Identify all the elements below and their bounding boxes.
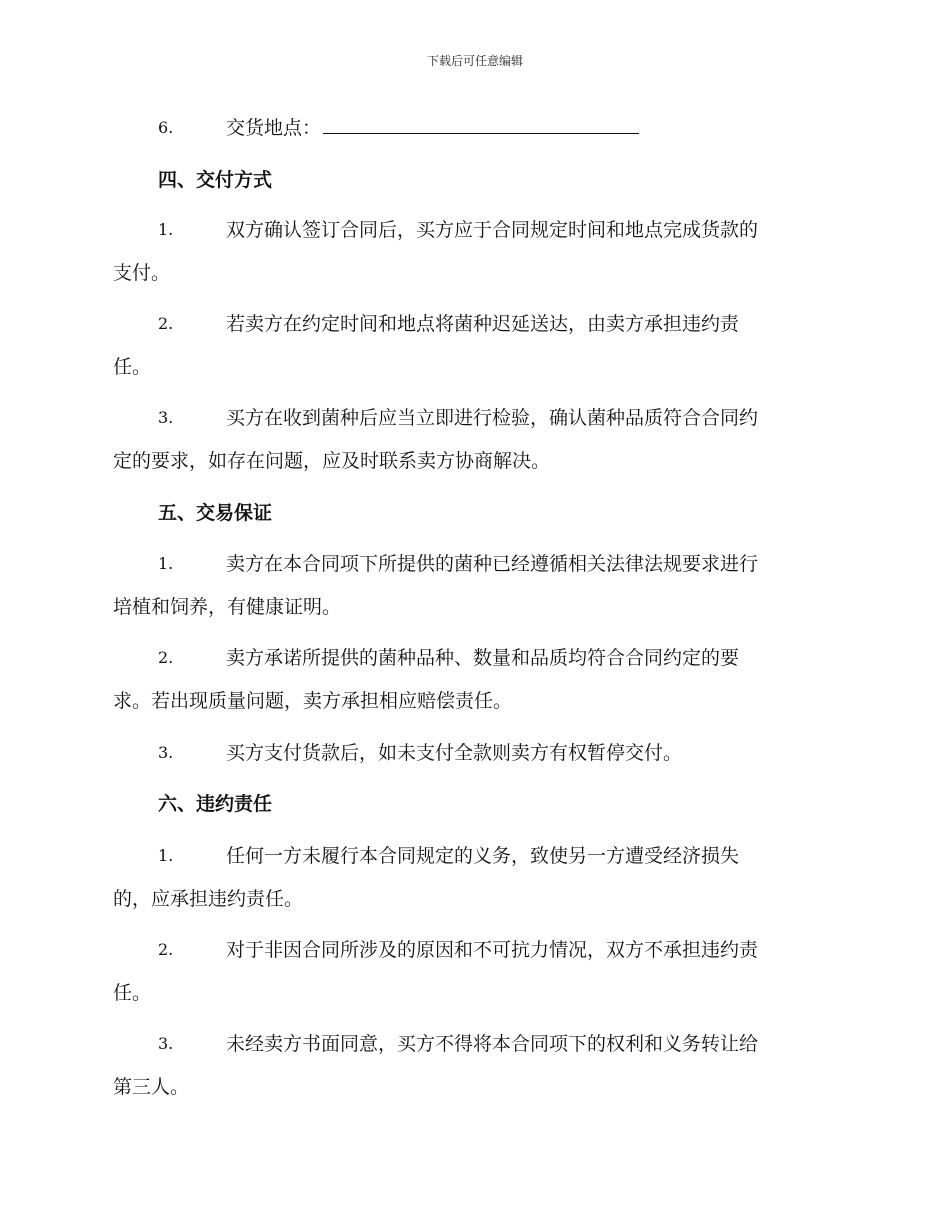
section-4-item-2-line2: 任。 xyxy=(113,356,152,378)
item-text: 任何一方未履行本合同规定的义务，致使另一方遭受经济损失 xyxy=(226,845,740,867)
item-text: 若卖方在约定时间和地点将菌种迟延送达，由卖方承担违约责 xyxy=(226,313,740,335)
item-number: 3. xyxy=(158,1034,174,1053)
item-text: 卖方在本合同项下所提供的菌种已经遵循相关法律法规要求进行 xyxy=(226,553,759,575)
delivery-place-blank xyxy=(323,115,639,134)
section-6-item-3-line2: 第三人。 xyxy=(113,1076,190,1098)
item-number: 2. xyxy=(158,648,174,667)
delivery-place-label-text: 交货地点： xyxy=(226,117,322,139)
item-number: 2. xyxy=(158,314,174,333)
page-header: 下载后可任意编辑 xyxy=(426,54,523,68)
section-heading-6: 六、违约责任 xyxy=(158,793,273,815)
item-number: 1. xyxy=(158,846,174,865)
delivery-place-label xyxy=(226,115,639,141)
item-number: 1. xyxy=(158,554,174,573)
item-text: 买方支付货款后，如未支付全款则卖方有权暂停交付。 xyxy=(226,742,683,764)
item-text: 对于非因合同所涉及的原因和不可抗力情况，双方不承担违约责 xyxy=(226,939,759,961)
item-number: 3. xyxy=(158,408,174,427)
section-5-item-1-line2: 培植和饲养，有健康证明。 xyxy=(113,596,342,618)
section-4-item-3-line2: 定的要求，如存在问题，应及时联系卖方协商解决。 xyxy=(113,450,551,472)
item-number: 1. xyxy=(158,220,174,239)
item-text: 买方在收到菌种后应当立即进行检验，确认菌种品质符合合同约 xyxy=(226,407,759,429)
item-text: 双方确认签订合同后，买方应于合同规定时间和地点完成货款的 xyxy=(226,219,759,241)
item-number: 6. xyxy=(158,118,174,137)
section-4-item-1-line2: 支付。 xyxy=(113,262,171,284)
section-heading-4: 四、交付方式 xyxy=(158,169,273,191)
item-number: 2. xyxy=(158,940,174,959)
section-6-item-2-line2: 任。 xyxy=(113,982,152,1004)
section-6-item-1-line2: 的，应承担违约责任。 xyxy=(113,888,304,910)
item-text: 卖方承诺所提供的菌种品种、数量和品质均符合合同约定的要 xyxy=(226,647,740,669)
item-text: 未经卖方书面同意，买方不得将本合同项下的权利和义务转让给 xyxy=(226,1033,759,1055)
section-heading-5: 五、交易保证 xyxy=(158,502,273,524)
section-5-item-2-line2: 求。若出现质量问题，卖方承担相应赔偿责任。 xyxy=(113,690,513,712)
item-number: 3. xyxy=(158,743,174,762)
